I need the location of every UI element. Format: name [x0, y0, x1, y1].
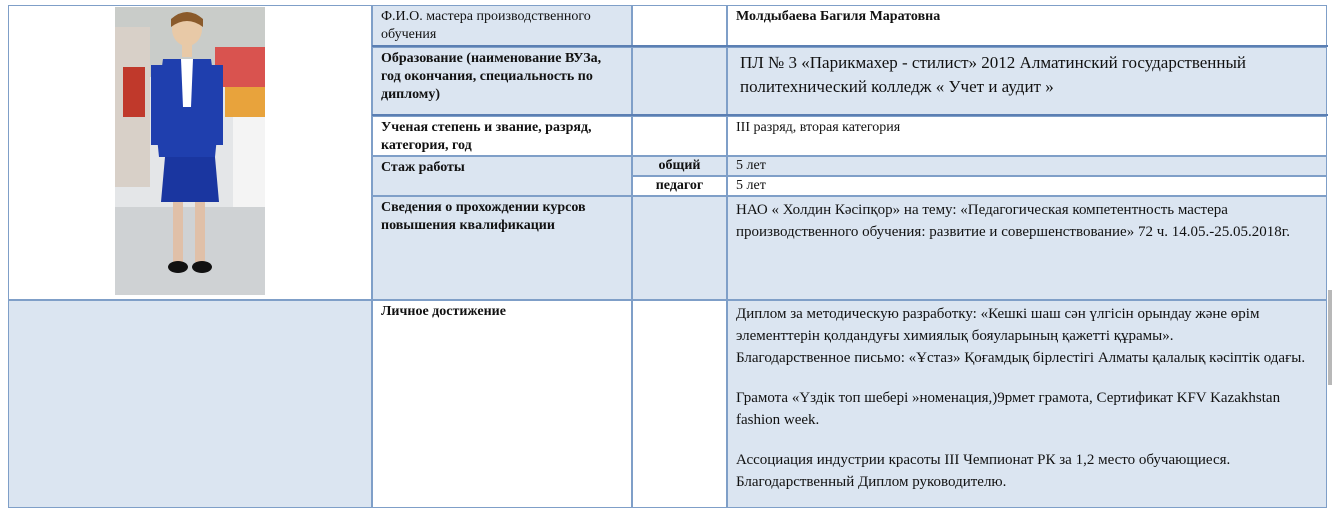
education-middle-cell [632, 47, 727, 115]
achievements-value-cell [727, 300, 1327, 508]
achievement-item: Ассоциация индустрии красоты III Чемпионат РК за 1,2 место обучающиеся. Благодарственный Диплом руководителю. [736, 452, 1231, 490]
paragraph-gap [736, 369, 1318, 387]
scrollbar-thumb[interactable] [1328, 290, 1332, 385]
achievement-item: Диплом за методическую разработку: «Кешкі шаш сән үлгісін орындау және өрім элементтерін қолдандуғы химиялық бояуларының қажетті құрамы». [736, 306, 1260, 344]
experience-teacher-label: педагог [655, 178, 704, 193]
education-value-cell [727, 47, 1327, 115]
degree-value: III разряд, вторая категория [736, 120, 901, 135]
achievements-left-cell [8, 300, 372, 508]
courses-value-cell [727, 196, 1327, 300]
courses-value: НАО « Холдин Кәсіпқор» на тему: «Педагогическая компетентность мастера производственного обучения: развитие и совершенствование» 72 ч. 14.05.-25.05.2018г. [736, 202, 1290, 240]
experience-total-value-cell [727, 156, 1327, 176]
education-value: ПЛ № 3 «Парикмахер - стилист» 2012 Алматинский государственный политехнический колледж « Учет и аудит » [740, 53, 1247, 96]
name-value-cell [727, 5, 1327, 47]
experience-label-cell [372, 156, 632, 196]
experience-total-label-cell [632, 156, 727, 176]
person-photo [115, 7, 265, 295]
experience-teacher-label-cell [632, 176, 727, 196]
name-label: Ф.И.О. мастера производственного обучения [381, 9, 591, 42]
paragraph-gap [736, 431, 1318, 449]
education-label: Образование (наименование ВУЗа, год окончания, специальность по диплому) [381, 51, 602, 102]
degree-value-cell [727, 116, 1327, 156]
experience-teacher-value: 5 лет [736, 178, 766, 193]
courses-label-cell [372, 196, 632, 300]
name-label-cell [372, 5, 632, 47]
achievement-item: Благодарственное письмо: «Ұстаз» Қоғамдық бірлестігі Алматы қалалық кәсіптік одағы. [736, 350, 1306, 366]
achievement-item: Грамота «Үздік топ шебері »номенация,)9рмет грамота, Сертификат KFV Kazakhstan fashion week. [736, 390, 1281, 428]
experience-total-label: общий [658, 158, 701, 173]
degree-label-cell [372, 116, 632, 156]
experience-label: Стаж работы [381, 160, 465, 175]
degree-label: Ученая степень и звание, разряд, категория, год [381, 120, 592, 153]
name-value: Молдыбаева Багиля Маратовна [736, 9, 941, 24]
person-photo-drawing [115, 7, 265, 295]
courses-middle-cell [632, 196, 727, 300]
experience-teacher-value-cell [727, 176, 1327, 196]
education-label-cell [372, 47, 632, 115]
achievements-label: Личное достижение [381, 304, 506, 319]
degree-middle-cell [632, 116, 727, 156]
achievements-label-cell [372, 300, 632, 508]
name-middle-cell [632, 5, 727, 47]
courses-label: Сведения о прохождении курсов повышения квалификации [381, 200, 586, 233]
achievements-middle-cell [632, 300, 727, 508]
experience-total-value: 5 лет [736, 158, 766, 173]
